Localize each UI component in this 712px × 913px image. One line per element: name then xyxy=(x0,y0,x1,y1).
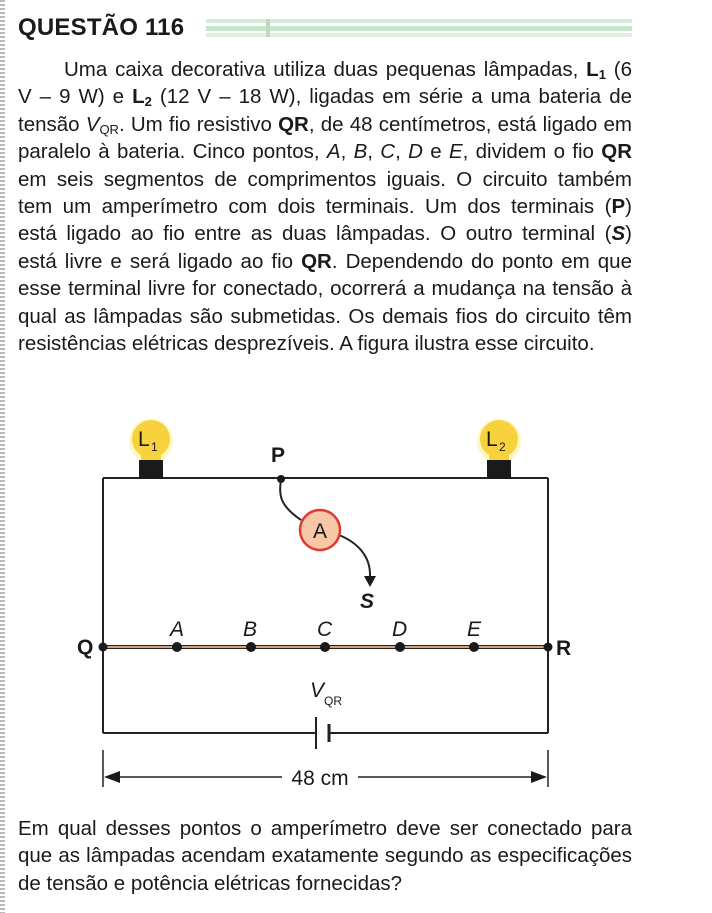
ammeter-label: A xyxy=(312,520,328,543)
point-c-label: C xyxy=(317,618,333,641)
statement-text: ) está livre e será ligado ao fio xyxy=(18,222,632,273)
terminal-s-ref: S xyxy=(611,222,626,246)
lamp-l2-base xyxy=(487,460,511,479)
lamp-l1-letter: L xyxy=(138,428,150,451)
conjunction: e xyxy=(430,140,442,164)
statement-paragraph xyxy=(18,56,632,357)
node-q-label: Q xyxy=(77,636,94,659)
point-c-ref: C xyxy=(380,140,396,164)
point-d-label: D xyxy=(392,618,408,641)
statement-text: , dividem o fio xyxy=(462,140,594,164)
lamp1-spec: (6 V – 9 W) e xyxy=(18,58,633,109)
statement-text: , de 48 centímetros, está ligado em paralelo à bateria. Cinco pontos, xyxy=(18,112,632,164)
terminal-p-ref: P xyxy=(611,195,626,219)
separator: , xyxy=(395,140,401,164)
battery-voltage-letter: V xyxy=(310,679,325,702)
ammeter-wire-p xyxy=(280,479,301,520)
point-e-label: E xyxy=(467,618,482,641)
point-a-label: A xyxy=(170,618,185,641)
point-e-ref: E xyxy=(448,140,463,164)
question-text: Em qual desses pontos o amperímetro deve ser conectado para que as lâmpadas acendam exatamente segundo as especificações de tensão e potência elétricas fornecidas? xyxy=(18,817,632,895)
terminal-p-label: P xyxy=(271,444,286,467)
lamp-l1-index: 1 xyxy=(151,440,158,454)
statement-text: ) está ligado ao fio entre as duas lâmpadas. O outro terminal ( xyxy=(18,195,632,246)
lamp2-spec: (12 V – 18 W), ligadas em série a uma bateria de tensão xyxy=(18,85,632,136)
separator: , xyxy=(340,140,347,164)
voltage-symbol: V xyxy=(85,112,100,136)
lamp-l2-letter: L xyxy=(486,428,498,451)
battery-voltage-index: QR xyxy=(324,694,342,708)
point-a-ref: A xyxy=(326,140,341,164)
lamp2-index: 2 xyxy=(144,94,152,110)
statement-text: . Dependendo do ponto em que esse terminal livre for conectado, ocorrerá a mudança na tensão à qual as lâmpadas são submetidas. Os demais fios do circuito têm resistências elétricas desprezíveis. A figura ilustra esse circuito. xyxy=(18,249,632,356)
point-d-ref: D xyxy=(408,140,423,164)
lamp-l1-base xyxy=(139,460,163,479)
lamp-l2-index: 2 xyxy=(499,440,506,454)
dimension-arrow-left xyxy=(104,771,120,783)
question-number: QUESTÃO 116 xyxy=(18,14,185,41)
wire-name: QR xyxy=(278,112,309,136)
lamp1-symbol: L xyxy=(586,58,599,81)
lamp1-index: 1 xyxy=(598,67,606,82)
dimension-arrow-right xyxy=(531,771,547,783)
length-label: 48 cm xyxy=(291,767,349,790)
voltage-index: QR xyxy=(99,121,119,137)
wire-name: QR xyxy=(301,249,332,273)
node-q-dot xyxy=(99,643,108,652)
header-bar-mark xyxy=(266,19,270,37)
point-b-label: B xyxy=(243,618,258,641)
point-b-ref: B xyxy=(353,140,368,164)
point-d-dot xyxy=(395,642,405,652)
lamp-l1 xyxy=(129,419,173,479)
separator: , xyxy=(367,140,373,164)
ammeter-wire-s xyxy=(339,535,370,577)
node-r-dot xyxy=(544,643,553,652)
terminal-s-arrowhead xyxy=(364,576,376,587)
point-b-dot xyxy=(246,642,256,652)
lamp-l2 xyxy=(477,419,521,479)
statement-text: em seis segmentos de comprimentos iguais. O circuito também tem um amperímetro com dois terminais. Um dos terminais ( xyxy=(18,167,632,219)
wire-name: QR xyxy=(601,140,633,164)
point-c-dot xyxy=(320,642,330,652)
lamp2-symbol: L xyxy=(132,85,145,109)
statement-text: Uma caixa decorativa utiliza duas pequenas lâmpadas, xyxy=(64,58,579,81)
node-r-label: R xyxy=(556,637,572,660)
terminal-s-label: S xyxy=(360,590,375,613)
statement-text: . Um fio resistivo xyxy=(118,112,272,136)
question-header xyxy=(14,14,634,44)
point-a-dot xyxy=(172,642,182,652)
point-e-dot xyxy=(469,642,479,652)
circuit-figure xyxy=(0,405,712,810)
